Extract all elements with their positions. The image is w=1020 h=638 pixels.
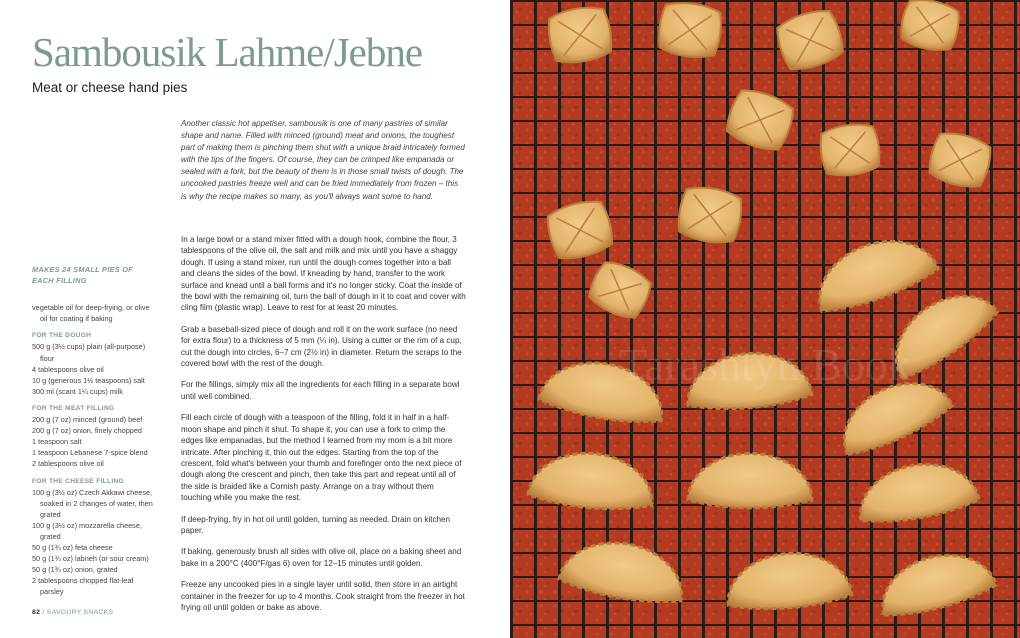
ingredient-item: 2 tablespoons olive oil (32, 459, 104, 469)
ingredient-item: 500 g (3½ cups) plain (all-purpose) flour (32, 342, 146, 363)
ingredient-item: 50 g (1¾ oz) onion, grated (32, 565, 118, 575)
ingredient-item: 2 tablespoons chopped flat-leaf parsley (32, 576, 134, 597)
section-name: SAVOURY SNACKS (46, 609, 114, 616)
watermark: Tarashtyn Book (619, 339, 911, 390)
ingredient-item: 1 teaspoon Lebanese 7-spice blend (32, 448, 148, 458)
page-footer (32, 609, 113, 616)
ingredient-item: 50 g (1¾ oz) feta cheese (32, 543, 113, 553)
method-step: Grab a baseball-sized piece of dough and roll it on the work surface (no need for extra flour) to a thickness of 5 mm (¼ in). Using a cutter or the rim of a cup, cut the dough into circles, 6–7 cm (2½ in) in diameter. Return the scraps to the covered bowl with the rest of the dough. (181, 324, 462, 369)
method-step: If deep-frying, fry in hot oil until golden, turning as needed. Drain on kitchen paper. (181, 514, 451, 535)
method-step: For the fillings, simply mix all the ingredients for each filling in a separate bowl until well combined. (181, 380, 460, 401)
method-step: Fill each circle of dough with a teaspoon of the filling, fold it in half in a half-moon shape and pinch it shut. To shape it, you can use a fork to crimp the edges like empanadas, but the method I learned from my mom is a bit more intricate. After pinching it, thin out the edges. Starting from the top of the crescent, fold what's between your thumb and forefinger onto the next piece of dough along the crescent and pinch, then take this part and repeat until all of the side is braided like a Cornish pasty. Arrange on a tray without them touching while you make the rest. (181, 413, 462, 503)
ingredient-item: 4 tablespoons olive oil (32, 364, 104, 374)
yield-label: MAKES 24 SMALL PIES OF EACH FILLING (32, 265, 133, 286)
pastries-photo (510, 0, 1020, 638)
ingredient-item: 1 teaspoon salt (32, 437, 82, 447)
recipe-subtitle: Meat or cheese hand pies (32, 80, 188, 95)
method-step: Freeze any uncooked pies in a single layer until solid, then store in an airtight container in the freezer for up to 4 months. Cook straight from the freezer in hot frying oil until golden or bake as above. (181, 580, 465, 612)
recipe-intro: Another classic hot appetiser, sambousik is one of many pastries of similar shape and name. Filled with minced (ground) meat and onions, the toughest part of making them is pinching them shut with a unique braid intricately formed with the tips of the fingers. Of course, they can be crimped like empanada or sealed with a fork, but the beauty of them is in those small twists of dough. The uncooked pastries freeze well and can be fried immediately from frozen – this is why the recipe makes so many, as you'll always want some to hand. (181, 119, 465, 201)
method-step: If baking, generously brush all sides with olive oil, place on a baking sheet and bake in a 200°C (400°F/gas 6) oven for 12–15 minutes until golden. (181, 547, 462, 568)
dough-heading: FOR THE DOUGH (32, 332, 92, 340)
ingredient-item: vegetable oil for deep-frying, or olive oil for coating if baking (32, 303, 150, 324)
footer-separator: / (42, 609, 45, 616)
ingredient-item: 200 g (7 oz) onion, finely chopped (32, 426, 142, 436)
pastries-illustration (510, 0, 1020, 638)
recipe-title: Sambousik Lahme/Jebne (32, 29, 423, 75)
ingredients-list (32, 264, 157, 598)
page-number: 82 (32, 609, 41, 616)
ingredient-item: 300 ml (scant 1¼ cups) milk (32, 386, 123, 396)
ingredient-item: 100 g (3½ oz) Czech Akkawi cheese, soaked in 2 changes of water, then grated (32, 487, 153, 519)
ingredient-item: 100 g (3½ oz) mozzarella cheese, grated (32, 520, 142, 541)
ingredient-item: 50 g (1¾ oz) labneh (or sour cream) (32, 554, 149, 564)
meat-filling-heading: FOR THE MEAT FILLING (32, 404, 115, 412)
ingredient-item: 10 g (generous 1½ teaspoons) salt (32, 375, 145, 385)
ingredient-item: 200 g (7 oz) minced (ground) beef (32, 415, 143, 425)
cheese-filling-heading: FOR THE CHEESE FILLING (32, 477, 124, 485)
method-step: In a large bowl or a stand mixer fitted with a dough hook, combine the flour, 3 tablespoons of the olive oil, the salt and milk and mix until you have a shaggy dough. If using a stand mixer, run until the dough comes together into a ball and cleans the sides of the bowl. If kneading by hand, transfer to the work surface and knead until a ball forms and it's no longer sticky. Coat the inside of the bowl with the remaining oil, turn the ball of dough in it to coat and cover with cling film (plastic wrap). Leave to rest for at least 20 minutes. (181, 235, 466, 313)
method-steps (181, 234, 466, 623)
